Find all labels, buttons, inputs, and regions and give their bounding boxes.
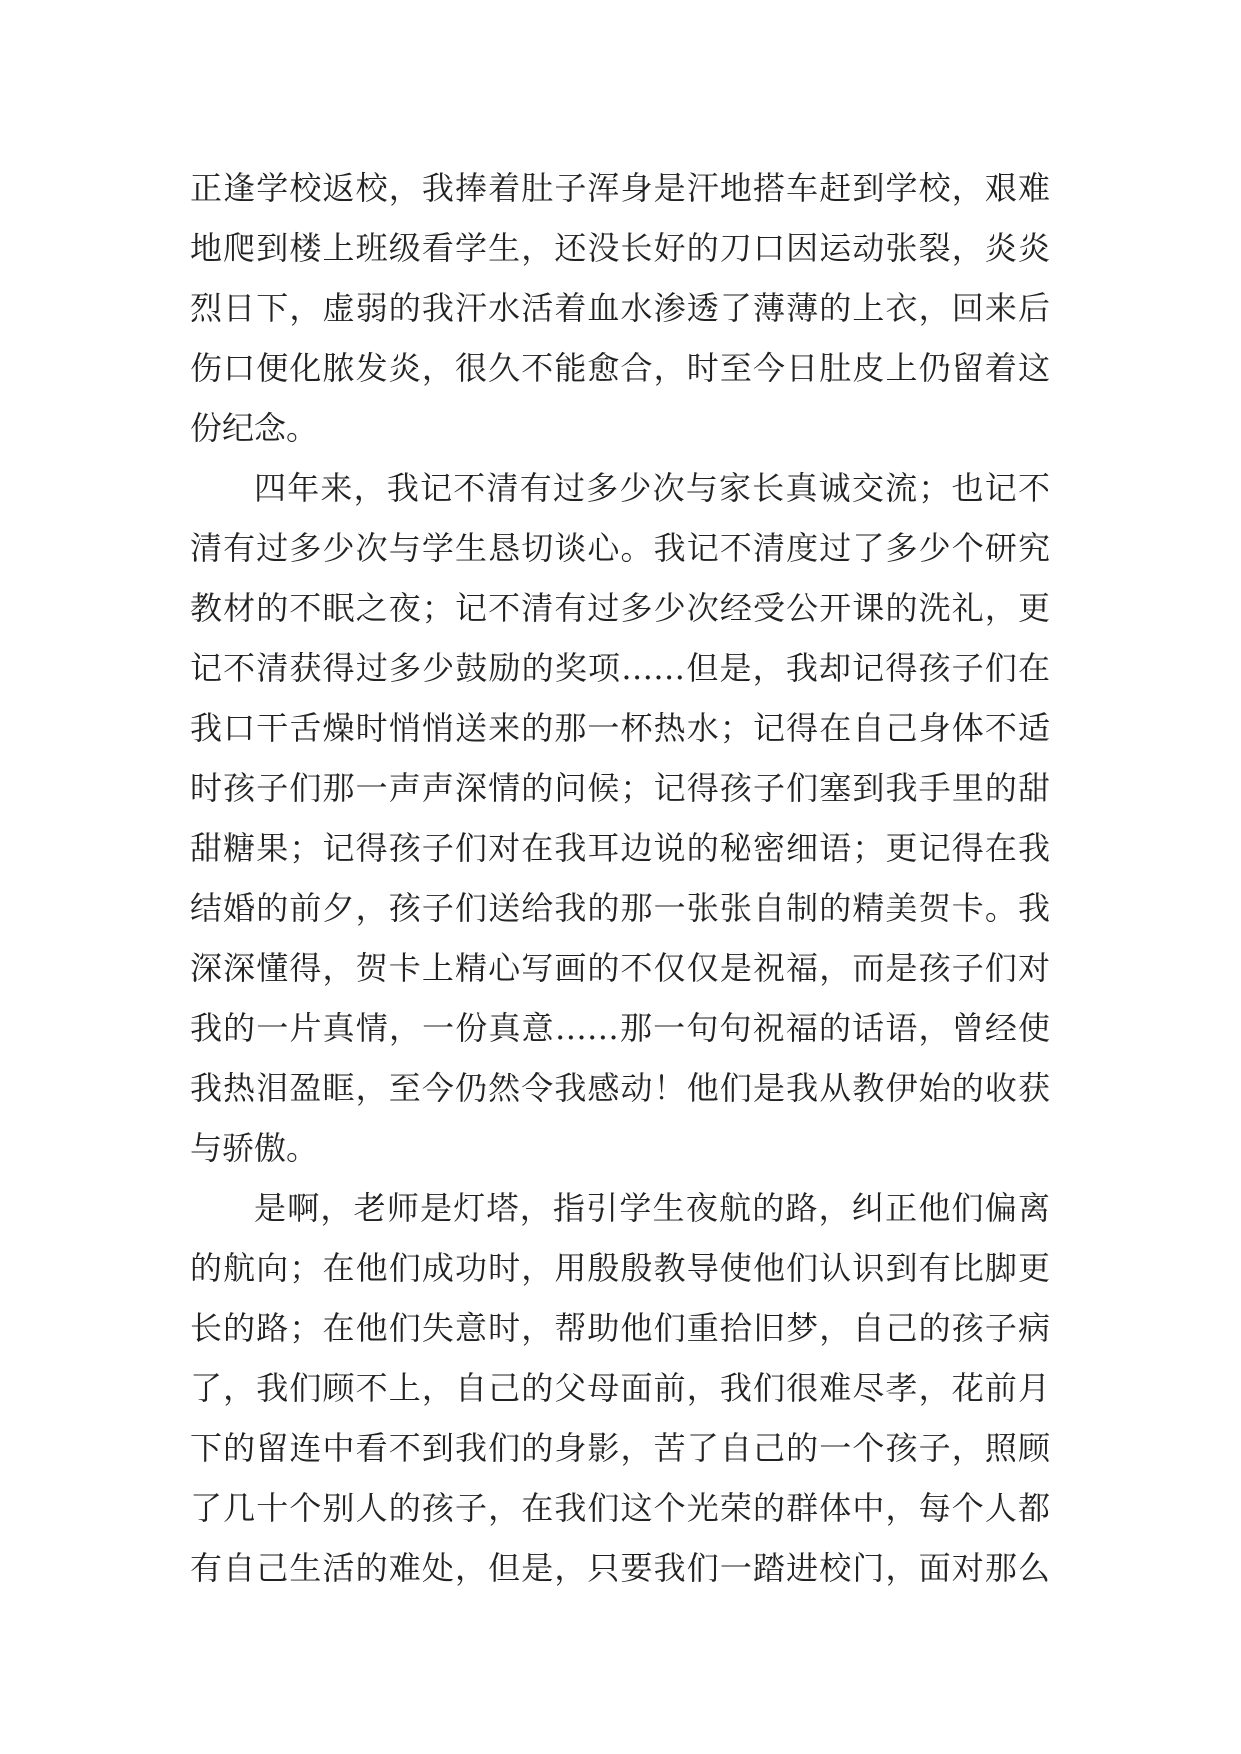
text-line: 清有过多少次与学生恳切谈心。我记不清度过了多少个研究: [190, 529, 1050, 567]
text-line: 地爬到楼上班级看学生，还没长好的刀口因运动张裂，炎炎: [190, 229, 1050, 267]
text-line: 我的一片真情，一份真意……那一句句祝福的话语，曾经使: [190, 1009, 1050, 1047]
text-line: 正逢学校返校，我捧着肚子浑身是汗地搭车赶到学校，艰难: [190, 169, 1050, 207]
document-body: [190, 158, 1050, 1598]
text-line: 是啊，老师是灯塔，指引学生夜航的路，纠正他们偏离: [254, 1189, 1050, 1227]
paragraph: [190, 1178, 1050, 1598]
text-line: 份纪念。: [190, 409, 319, 447]
text-line: 结婚的前夕，孩子们送给我的那一张张自制的精美贺卡。我: [190, 889, 1050, 927]
text-line: 了几十个别人的孩子，在我们这个光荣的群体中，每个人都: [190, 1489, 1050, 1527]
text-line: 下的留连中看不到我们的身影，苦了自己的一个孩子，照顾: [190, 1429, 1050, 1467]
text-line: 甜糖果；记得孩子们对在我耳边说的秘密细语；更记得在我: [190, 829, 1050, 867]
text-line: 了，我们顾不上，自己的父母面前，我们很难尽孝，花前月: [190, 1369, 1050, 1407]
text-line: 记不清获得过多少鼓励的奖项……但是，我却记得孩子们在: [190, 649, 1050, 687]
paragraph: [190, 458, 1050, 1178]
text-line: 伤口便化脓发炎，很久不能愈合，时至今日肚皮上仍留着这: [190, 349, 1050, 387]
paragraph: [190, 158, 1050, 458]
text-line: 教材的不眠之夜；记不清有过多少次经受公开课的洗礼，更: [190, 589, 1050, 627]
text-line: 四年来，我记不清有过多少次与家长真诚交流；也记不: [254, 469, 1050, 507]
text-line: 我口干舌燥时悄悄送来的那一杯热水；记得在自己身体不适: [190, 709, 1050, 747]
text-line: 长的路；在他们失意时，帮助他们重拾旧梦，自己的孩子病: [190, 1309, 1050, 1347]
text-line: 烈日下，虚弱的我汗水活着血水渗透了薄薄的上衣，回来后: [190, 289, 1050, 327]
text-line: 的航向；在他们成功时，用殷殷教导使他们认识到有比脚更: [190, 1249, 1050, 1287]
text-line: 有自己生活的难处，但是，只要我们一踏进校门，面对那么: [190, 1549, 1050, 1587]
text-line: 时孩子们那一声声深情的问候；记得孩子们塞到我手里的甜: [190, 769, 1050, 807]
text-line: 深深懂得，贺卡上精心写画的不仅仅是祝福，而是孩子们对: [190, 949, 1050, 987]
text-line: 与骄傲。: [190, 1129, 319, 1167]
text-line: 我热泪盈眶，至今仍然令我感动！他们是我从教伊始的收获: [190, 1069, 1050, 1107]
